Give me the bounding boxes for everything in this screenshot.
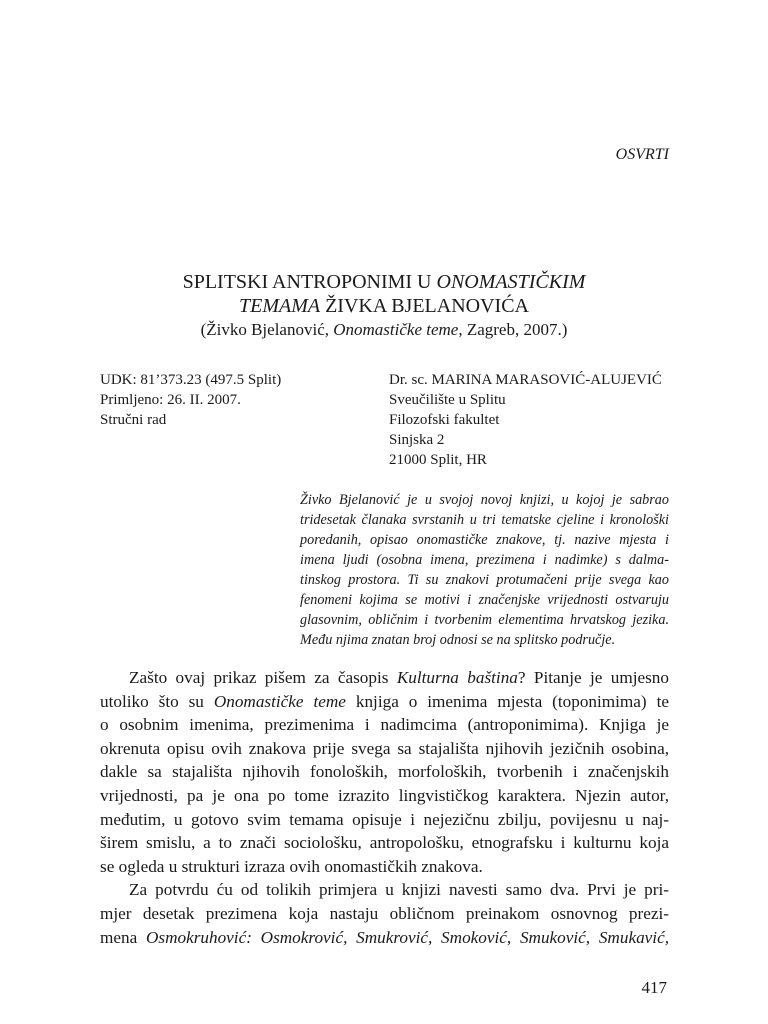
body-line: vrijednosti, pa je ona po tome izrazito lingvističkog karaktera. Njezin autor, bbox=[100, 785, 669, 805]
author-city: 21000 Split, HR bbox=[389, 452, 487, 468]
abstract-line: poredanih, opisao onomastičke znakove, tj. nazive mjesta i bbox=[300, 532, 669, 548]
udk-code: UDK: 81’373.23 (497.5 Split) bbox=[100, 372, 282, 388]
body-line: mjer desetak prezimena koja nastaju obličnom preinakom osnovnog prezi- bbox=[100, 903, 669, 923]
title-part-italic: ONOMASTIČKIM bbox=[436, 271, 586, 293]
body-text bbox=[100, 666, 669, 949]
journal-title: Kulturna baština bbox=[396, 668, 518, 687]
abstract-line: fenomeni kojima se motivi i značenjske vrijednosti ostvaruju bbox=[300, 592, 669, 608]
body-text-part: mena bbox=[100, 927, 146, 947]
title-part-italic: TEMAMA bbox=[239, 295, 321, 317]
page-number: 417 bbox=[641, 978, 667, 997]
reference-part: , Zagreb, 2007.) bbox=[458, 320, 568, 339]
section-header: OSVRTI bbox=[615, 146, 669, 163]
abstract-line: Živko Bjelanović je u svojoj novoj knjizi, u kojoj je sabrao bbox=[300, 492, 669, 508]
book-title: Onomastičke teme bbox=[213, 691, 346, 711]
reference-book-title: Onomastičke teme bbox=[333, 320, 459, 339]
body-line: dakle sa stajališta njihovih fonoloških, morfoloških, tvorbenih i značenjskih bbox=[100, 762, 669, 782]
author-name: Dr. sc. MARINA MARASOVIĆ-ALUJEVIĆ bbox=[389, 372, 662, 388]
body-line: međutim, u gotovo svim temama opisuje i nejezičnu zbilju, povijesnu u naj- bbox=[100, 809, 669, 829]
body-line: Za potvrdu ću od tolikih primjera u knjizi navesti samo dva. Prvi je pri- bbox=[129, 880, 669, 900]
abstract bbox=[300, 490, 669, 650]
author-block bbox=[389, 370, 662, 470]
body-text-part: utoliko što su bbox=[100, 691, 214, 711]
body-line bbox=[100, 690, 669, 714]
book-reference bbox=[0, 318, 768, 342]
title-part: ŽIVKA BJELANOVIĆA bbox=[320, 295, 529, 317]
body-text-part: ? Pitanje je umjesno bbox=[517, 668, 669, 687]
classification-block bbox=[100, 370, 281, 430]
abstract-line: imena ljudi (osobna imena, prezimena i nadimke) s dalma- bbox=[300, 552, 669, 568]
abstract-line: tinskog prostora. Ti su znakovi protumačeni prije svega kao bbox=[300, 572, 669, 588]
body-line: se ogleda u strukturi izraza ovih onomastičkih znakova. bbox=[100, 856, 483, 876]
article-type: Stručni rad bbox=[100, 412, 167, 428]
author-street: Sinjska 2 bbox=[389, 432, 445, 448]
body-text-part: Zašto ovaj prikaz pišem za časopis bbox=[129, 668, 397, 687]
abstract-line: tridesetak članaka svrstanih u tri tematske cjeline i kronološki bbox=[300, 512, 669, 528]
surname-examples: Osmokruhović: Osmokrović, Smukrović, Smoković, Smuković, Smukavić, bbox=[145, 927, 669, 947]
author-university: Sveučilište u Splitu bbox=[389, 392, 506, 408]
body-line: o osobnim imenima, prezimenima i nadimcima (antroponimima). Knjiga je bbox=[100, 715, 669, 735]
author-faculty: Filozofski fakultet bbox=[389, 412, 500, 428]
body-line bbox=[100, 926, 669, 950]
abstract-line: glasovnim, obličnim i tvorbenim elementima hrvatskog jezika. bbox=[300, 612, 669, 628]
body-line: širem smislu, a to znači sociološku, antropološku, etnografsku i kulturnu koja bbox=[100, 833, 669, 853]
body-text-part: knjiga o imenima mjesta (toponimima) te bbox=[345, 691, 669, 711]
body-line: okrenuta opisu ovih znakova prije svega sa stajališta njihovih jezičnih osobina, bbox=[100, 738, 669, 758]
article-title-line-2 bbox=[0, 294, 768, 318]
received-date: Primljeno: 26. II. 2007. bbox=[100, 392, 241, 408]
abstract-line: Među njima znatan broj odnosi se na splitsko područje. bbox=[300, 632, 616, 648]
title-part: SPLITSKI ANTROPONIMI U bbox=[182, 271, 437, 293]
body-line bbox=[100, 666, 669, 690]
reference-part: (Živko Bjelanović, bbox=[200, 320, 334, 339]
article-title-line-1 bbox=[0, 270, 768, 294]
